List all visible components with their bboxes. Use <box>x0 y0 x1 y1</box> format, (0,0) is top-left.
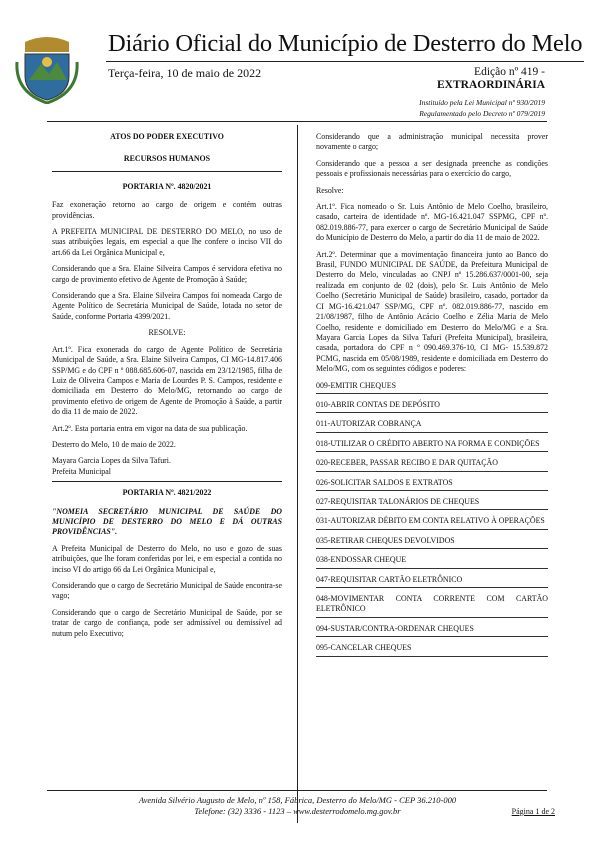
portaria-4821-considering-2: Considerando que o cargo de Secretário Municipal de Saúde, por se tratar de cargo de confiança, pode ser admissível ou demissível ad nutum pelo Executivo; <box>52 607 282 638</box>
signer-role: Prefeita Municipal <box>52 466 111 476</box>
code-item: 027-REQUISITAR TALONÁRIOS DE CHEQUES <box>316 497 548 510</box>
footer <box>0 795 595 817</box>
portaria-4820-place-date: Desterro do Melo, 10 de maio de 2022. <box>52 439 176 449</box>
code-item: 011-AUTORIZAR COBRANÇA <box>316 419 548 432</box>
edition-number: Edição nº 419 - <box>474 66 545 78</box>
header-divider <box>106 61 584 62</box>
subsection-heading: RECURSOS HUMANOS <box>123 154 211 164</box>
footer-divider <box>47 790 547 791</box>
code-item: 018-UTILIZAR O CRÉDITO ABERTO NA FORMA E CONDIÇÕES <box>316 439 548 452</box>
code-item: 094-SUSTAR/CONTRA-ORDENAR CHEQUES <box>316 624 548 637</box>
institution-law: Instituído pela Lei Municipal nº 930/2019 <box>419 98 545 107</box>
portaria-4820-considering-1: Considerando que a Sra. Elaine Silveira Campos é servidora efetiva no cargo de provimento efetivo de Agente de Promoção à Saúde; <box>52 264 282 284</box>
codes-list <box>316 381 548 657</box>
content-top-divider <box>47 121 547 122</box>
regulation-decree: Regulamentado pelo Decreto nº 079/2019 <box>419 109 545 118</box>
resolve-label: Resolve: <box>316 185 344 195</box>
portaria-4820-article-2: Art.2º. Esta portaria entra em vigor na data de sua publicação. <box>52 423 248 433</box>
code-item: 095-CANCELAR CHEQUES <box>316 643 548 656</box>
code-item: 031-AUTORIZAR DÉBITO EM CONTA RELATIVO À OPERAÇÕES <box>316 516 548 529</box>
column-divider <box>297 125 298 823</box>
section-heading: ATOS DO PODER EXECUTIVO <box>110 132 224 141</box>
considering-3: Considerando que a administração municipal necessita prover novamente o cargo; <box>316 132 548 152</box>
code-item: 010-ABRIR CONTAS DE DEPÓSITO <box>316 400 548 413</box>
portaria-4820-considering-2: Considerando que a Sra. Elaine Silveira Campos foi nomeada Cargo de Agente Político de Secretária Municipal de Saúde, lotada no setor de Saúde, conforme Portaria 4399/2021. <box>52 291 282 321</box>
footer-contact: Telefone: (32) 3336 - 1123 – www.desterrodomelo.mg.gov.br <box>194 806 401 816</box>
article-1: Art.1º. Fica nomeado o Sr. Luis Antônio de Melo Coelho, brasileiro, casado, carteira de identidade nº. MG-16.421.047 SSPMG, CPF nº. 082.019.886-77, para exercer o cargo de Secretário Municipal de Saúde do Município de Desterro do Melo, a partir do dia 11 de maio de 2022. <box>316 202 548 243</box>
footer-address: Avenida Silvério Augusto de Melo, nº 158, Fábrica, Desterro do Melo/MG - CEP 36.210-000 <box>138 795 457 805</box>
page-number: Página 1 de 2 <box>511 807 555 816</box>
signer-name: Mayara Garcia Lopes da Silva Tafuri. <box>52 456 171 466</box>
portaria-4820-summary: Faz exoneração retorno ao cargo de origem e contém outras providências. <box>52 200 282 220</box>
article-2: Art.2º. Determinar que a movimentação financeira junto ao Banco do Brasil, FUNDO MUNICIPAL DE SAÚDE, da Prefeitura Municipal de Desterro do Melo, vinculadas ao CNPJ nº 15.286.637/0001-00, seja realizada em conjunto de 02 (dois), pelo Sr. Luis Antônio de Melo Coelho (Secretário Municipal de Saúde) brasileiro, casado, portador da CI MG-16.421.047 SSP/MG, CPF nº. 082.019.886-77, nascido em 21/08/1987, filho de Antônio Acácio Coelho e Zélia Maria de Melo Coelho, residente e domiciliado em Desterro do Melo/MG e a Sra. Mayara Garcia Lopes da Silva Tafuri (Prefeita Municipal), brasileira, casada, portadora do CPF n º 090.469.376-10, CI MG- 15.539.872 PCMG, nascida em 05/08/1989, residente e domiciliada em Desterro do Melo/MG, com os seguintes códigos e poderes: <box>316 249 548 374</box>
portaria-4821-considering-1: Considerando que o cargo de Secretário Municipal de Saúde encontra-se vago; <box>52 581 282 601</box>
publication-date: Terça-feira, 10 de maio de 2022 <box>108 66 262 80</box>
code-item: 038-ENDOSSAR CHEQUE <box>316 555 548 568</box>
portaria-4820-resolve: RESOLVE: <box>148 328 186 338</box>
portaria-4820-preamble: A PREFEITA MUNICIPAL DE DESTERRO DO MELO, no uso de suas atribuições legais, em especial a que lhe confere o inciso VII do art.66 da Lei Orgânica Municipal e, <box>52 227 282 257</box>
code-item: 048-MOVIMENTAR CONTA CORRENTE COM CARTÃO ELETRÔNICO <box>316 594 548 618</box>
legal-basis <box>419 97 545 119</box>
portaria-4821-title: PORTARIA Nº. 4821/2022 <box>122 488 212 498</box>
newspaper-title: Diário Oficial do Município de Desterro do Melo <box>108 30 583 57</box>
portaria-4820-article-1: Art.1º. Fica exonerada do cargo de Agente Político de Secretária Municipal de Saúde, a Sra. Elaine Silveira Campos, CI MG-14.817.406 SSP/MG e do CPF n º 088.685.606-07, nascida em 23/12/1985, filha de Luiz de Oliveira Campos e Maria de Lourdes P. S. Campos, residente e domiciliada em Desterro do Melo/MG, retornando ao cargo de provimento efetivo de origem de Agente de Promoção à Saúde, a partir do dia 11 de maio de 2022. <box>52 344 282 417</box>
left-column <box>52 132 282 645</box>
right-column <box>316 132 548 663</box>
code-item: 020-RECEBER, PASSAR RECIBO E DAR QUITAÇÃO <box>316 458 548 471</box>
section-divider <box>52 171 282 172</box>
portaria-4820-title: PORTARIA Nº. 4820/2021 <box>122 181 212 191</box>
considering-4: Considerando que a pessoa a ser designada preenche as condições pessoais e profissionais necessárias para o exercício do cargo, <box>316 158 548 179</box>
municipal-coat-of-arms-icon <box>15 32 79 104</box>
code-item: 026-SOLICITAR SALDOS E EXTRATOS <box>316 478 548 491</box>
edition-info <box>437 66 545 92</box>
portaria-divider <box>52 481 282 482</box>
code-item: 047-REQUISITAR CARTÃO ELETRÔNICO <box>316 575 548 588</box>
code-item: 035-RETIRAR CHEQUES DEVOLVIDOS <box>316 536 548 549</box>
code-item: 009-EMITIR CHEQUES <box>316 381 548 394</box>
edition-type: EXTRAORDINÁRIA <box>437 79 545 91</box>
portaria-4821-summary: "NOMEIA SECRETÁRIO MUNICIPAL DE SAÚDE DO MUNICÍPIO DE DESTERRO DO MELO E DÁ OUTRAS PROVIDÊNCIAS". <box>52 506 282 537</box>
portaria-4821-preamble: A Prefeita Municipal de Desterro do Melo, no uso e gozo de suas atribuições, que lhe foram conferidas por lei, e em especial a contida no inciso VI do artigo 66 da Lei Orgânica Municipal e, <box>52 543 282 574</box>
